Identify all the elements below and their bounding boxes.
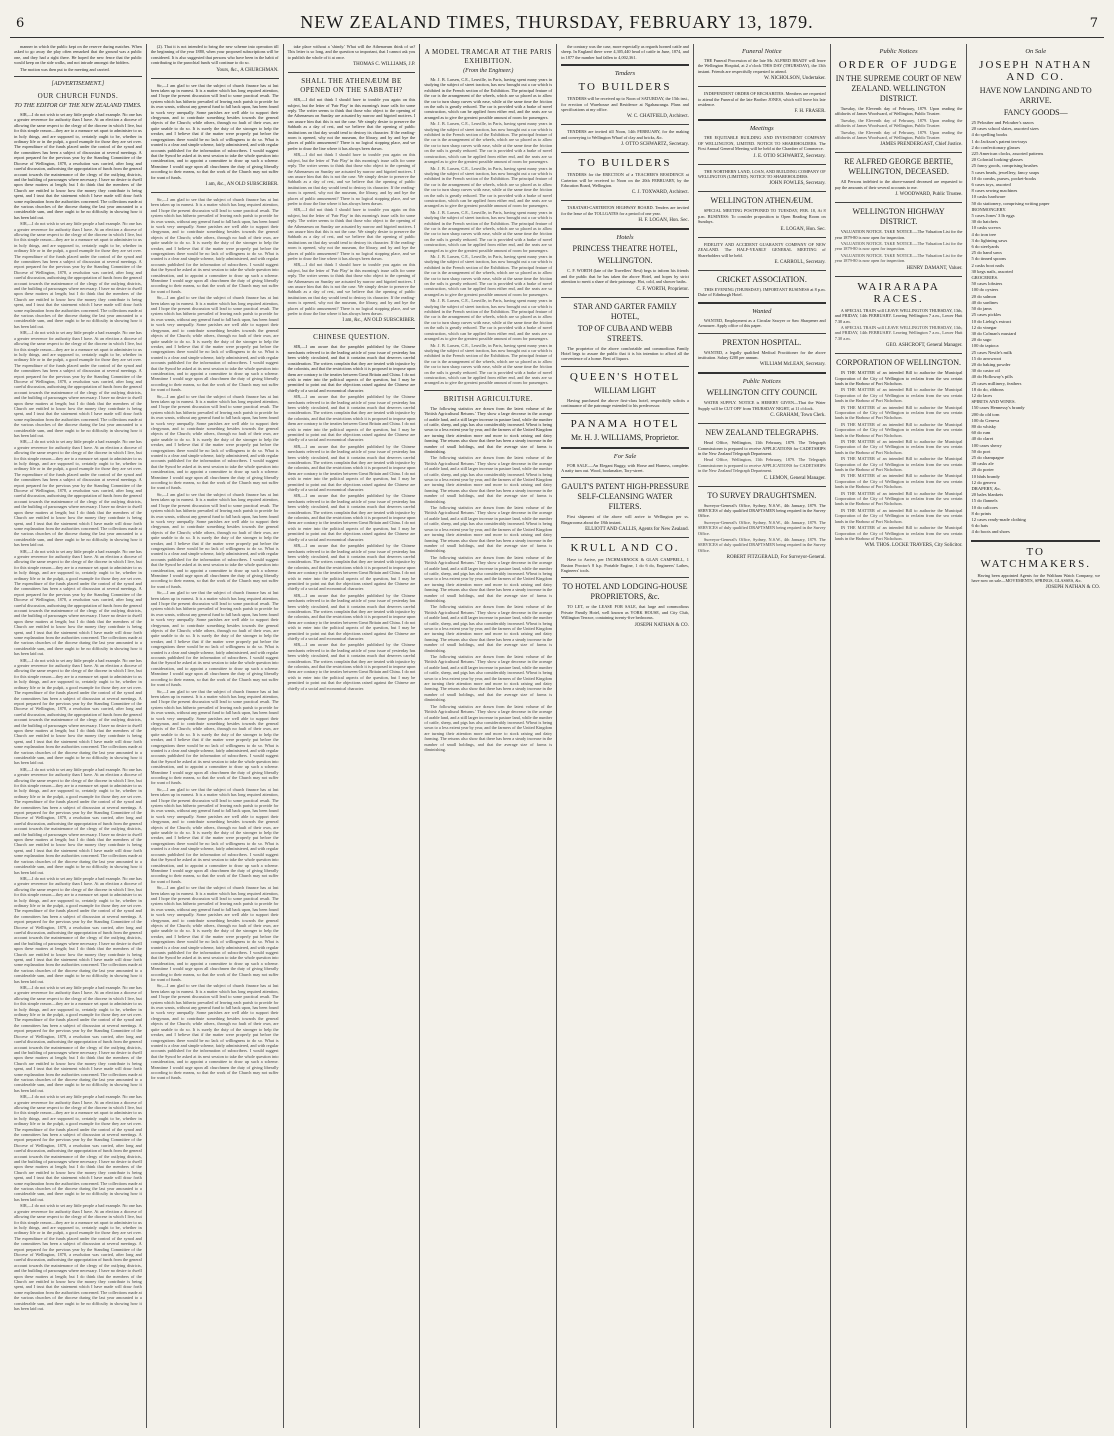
ad-text: VALUATION NOTICE. TAKE NOTICE.—The Valuation List for the year 1879-80 is now open for inspection.	[834, 252, 963, 264]
ad-text: Surveyor-General's Office, Sydney, N.S.W., 4th January, 1879. The SERVICES of duly qualified DRAFTSMEN being required in the Survey Office.	[697, 502, 826, 519]
ad-text: C. F. WORTH (late of the Travellers' Rest) begs to inform his friends and the public that he has taken the above Hotel, and hopes by strict attention to merit a share of their patronage. Hot, cold, and shower baths.	[561, 268, 689, 285]
article-text: Mr. J. B. Larsen, C.E., Leuville, in Paris, having spent many years in studying the subject of street traction, has now brought out a car which is exhibited in the French section of the Exhibition. The principal feature of the car is the arrangement of the wheels, which are so placed as to allow the car to turn sharp curves with ease, while at the same time the friction on the rails is greatly reduced. The car is provided with a brake of novel construction, which can be applied from either end, and the seats are so arranged as to give the greatest possible amount of room for passengers.	[424, 121, 553, 165]
ad-text: A SPECIAL TRAIN will LEAVE WELLINGTON THURSDAY, 13th, and FRIDAY, 14th FEBRUARY. Leaving Wellington 7 a.m., Lower Hutt 7.30 a.m.	[834, 307, 963, 324]
list-item: 50 do jams	[971, 306, 992, 312]
article-text: SIR,—I do not wish to set any little people a bad example. No one has a greater reverence for authority than I have. At an election a diocese of allowing the same respect to the clergy of the diocese in which I live, but for this simple reason—they are to a measure set apart to administer to us in holy things, and are supposed to, certainly ought to be, whether in ordinary life or in the pulpit, a good example for those they are set over. The expenditure of the funds placed under the control of the synod and the committees has been a subject of discussion at several meetings. A report prepared for the previous year by the Standing Committee of the Diocese of Wellington, 1878, a resolution was carried, after long and careful discussion, authorising the appropriation of funds from the general account towards the maintenance of the clergy of the outlying districts, and the building of parsonages where necessary. I have no desire to dwell upon these matters at length; but I do think that the members of the Church are entitled to know how the money they contribute is being spent, and I trust that the statement which I have made will draw forth some explanation from the authorities concerned. The collections made at the various churches of the diocese during the last year amounted to a considerable sum, and there ought to be no difficulty in showing how it has been laid out.	[14, 112, 142, 220]
ad-heading: PREXTON HOSPITAL.	[722, 337, 802, 347]
list-item: 12 cases ready-made clothing	[971, 517, 1026, 522]
list-item: 20 do baking powder	[971, 361, 1011, 367]
ad-text: Surveyor-General's Office, Sydney, N.S.W., 4th January, 1879. The SERVICES of duly qualified DRAFTSMEN being required in the Survey Office.	[697, 519, 826, 536]
ad-heading: TO SURVEY DRAUGHTSMEN.	[707, 490, 817, 500]
divider	[835, 152, 963, 153]
newspaper-title: NEW ZEALAND TIMES, THURSDAY, FEBRUARY 13, 1879.	[300, 12, 814, 32]
article-text: Mr. J. B. Larsen, C.E., Leuville, in Paris, having spent many years in studying the subject of street traction, has now brought out a car which is exhibited in the French section of the Exhibition. The principal feature of the car is the arrangement of the wheels, which are so placed as to allow the car to turn sharp curves with ease, while at the same time the friction on the rails is greatly reduced. The car is provided with a brake of novel construction, which can be applied from either end, and the seats are so arranged as to give the greatest possible amount of room for passengers.	[424, 342, 553, 386]
list-item: 25 Pelouber and Pelouber's razors	[971, 120, 1034, 125]
signature: E. LOGAN, Hon. Sec.	[780, 226, 826, 232]
list-item: 30 do hatchets	[971, 219, 999, 225]
article-text: SIR,—I do not wish to set any little people a bad example. No one has a greater reverence for authority than I have. At an election a diocese of allowing the same respect to the clergy of the diocese in which I live, but for this simple reason—they are to a measure set apart to administer to us in holy things, and are supposed to, certainly ought to be, whether in ordinary life or in the pulpit, a good example for those they are set over. The expenditure of the funds placed under the control of the synod and the committees has been a subject of discussion at several meetings. A report prepared for the previous year by the Standing Committee of the Diocese of Wellington, 1878, a resolution was carried, after long and careful discussion, authorising the appropriation of funds from the general account towards the maintenance of the clergy of the outlying districts, and the building of parsonages where necessary. I have no desire to dwell upon these matters at length; but I do think that the members of the Church are entitled to know how the money they contribute is being spent, and I trust that the statement which I have made will draw forth some explanation from the authorities concerned. The collections made at the various churches of the diocese during the last year amounted to a considerable sum, and there ought to be no difficulty in showing how it has been laid out.	[14, 548, 142, 657]
column-5	[557, 44, 694, 1428]
list-item: 20 bales blankets	[971, 492, 1004, 498]
article-text: Sir,—I am glad to see that the subject of church finance has at last been taken up in earnest. It is a matter which has long required attention, and I hope the present discussion will lead to some practical result. The system which has hitherto prevailed of leaving each parish to provide for its own wants, without any general fund to fall back upon, has been found to work very unequally. Some parishes are well able to support their clergyman, and to contribute something besides towards the general objects of the Church; while others, through no fault of their own, are quite unable to do so. It is surely the duty of the stronger to help the weaker, and I believe that if the matter were properly put before the congregations there would be no lack of willingness to do so. What is wanted is a clear and simple scheme, fairly administered, and with regular accounts published for the information of subscribers. I would suggest that the Synod be asked at its next session to take the whole question into consideration, and to appoint a committee to draw up such a scheme. Meantime I would urge upon all churchmen the duty of giving liberally according to their means, so that the work of the Church may not suffer for want of funds.	[150, 983, 279, 1081]
article-text: take place without a 'shindy.' What will the Athenaeum think of us? This letter is so long, and the question so important, that I cannot ask you to publish the whole of it at once.	[287, 44, 416, 60]
ad-heading: TO WATCHMAKERS.	[980, 545, 1091, 570]
ad-text: INDEPENDENT ORDER OF RECHABITES. Members are requested to attend the Funeral of the late Brother JONES, which will leave his late residence.	[697, 91, 826, 108]
list-item: 225 American clocks, assorted patterns	[971, 151, 1044, 157]
article-heading: SHALL THE ATHENÆUM BE OPENED ON THE SABBATH?	[300, 77, 403, 95]
signature: C. GRAHAM, Town Clerk.	[770, 413, 826, 419]
ad-text: FOR SALE.—An Elegant Buggy, with Horse and Harness, complete. A natty turn out. Wood, bookmaker, Tory-street.	[561, 462, 689, 473]
section-heading-tenders: Tenders	[614, 70, 636, 78]
divider	[561, 228, 689, 230]
ad-text: First shipment of the above will arrive to Wellington per ss. Ringarooma about the 18th instant.	[561, 514, 689, 525]
ad-text: FIDELITY AND ACCIDENT GUARANTY COMPANY OF NEW ZEALAND. The HALF-YEARLY GENERAL MEETING of Shareholders will be held.	[697, 241, 826, 258]
article-text: the contrary was the case, more especially as regards horned cattle and sheep. In England there were 4,305,440 head of cattle in June, 1874, and in 1877 the number had fallen to 4,002,361.	[561, 44, 689, 60]
columns	[10, 44, 1104, 1428]
signature: JAMES PRENDERGAST, Chief Justice.	[880, 142, 963, 148]
signature: WM. THOS. LOCKE TRAVERS, City Solicitor.	[864, 543, 963, 549]
article-heading: A MODEL TRAMCAR AT THE PARIS EXHIBITION.	[424, 48, 552, 65]
article-text: Sir,—I am glad to see that the subject of church finance has at last been taken up in earnest. It is a matter which has long required attention, and I hope the present discussion will lead to some practical result. The system which has hitherto prevailed of leaving each parish to provide for its own wants, without any general fund to fall back upon, has been found to work very unequally. Some parishes are well able to support their clergyman, and to contribute something besides towards the general objects of the Church; while others, through no fault of their own, are quite unable to do so. It is surely the duty of the stronger to help the weaker, and I believe that if the matter were properly put before the congregations there would be no lack of willingness to do so. What is wanted is a clear and simple scheme, fairly administered, and with regular accounts published for the information of subscribers. I would suggest that the Synod be asked at its next session to take the whole question into consideration, and to appoint a committee to draw up such a scheme. Meantime I would urge upon all churchmen the duty of giving liberally according to their means, so that the work of the Church may not suffer for want of funds.	[150, 82, 279, 180]
article-text: Mr. J. B. Larsen, C.E., Leuville, in Paris, having spent many years in studying the subject of street traction, has now brought out a car which is exhibited in the French section of the Exhibition. The principal feature of the car is the arrangement of the wheels, which are so placed as to allow the car to turn sharp curves with ease, while at the same time the friction on the rails is greatly reduced. The car is provided with a brake of novel construction, which can be applied from either end, and the seats are so arranged as to give the greatest possible amount of room for passengers.	[424, 77, 553, 120]
divider	[971, 540, 1100, 542]
divider	[698, 486, 826, 487]
article-text: SIR,—I am aware that the pamphlet published by the Chinese merchants referred to in the leading article of your issue of yesterday has been widely circulated, and that it contains much that deserves careful consideration. The writers complain that they are treated with injustice by the colonists, and that the restrictions which it is proposed to impose upon them are contrary to the treaties between Great Britain and China. I do not wish to enter into the political aspects of the question, but I may be permitted to point out that the objections raised against the Chinese are chiefly of a social and economical character.	[287, 443, 416, 493]
section-heading-funeral: Funeral Notice	[742, 48, 782, 55]
ad-text: All Persons indebted to the above-named deceased are requested to pay the amounts of their several accounts to me.	[834, 179, 963, 190]
divider	[561, 577, 689, 578]
divider	[835, 202, 963, 203]
list-item: 25 cases Nestle's milk	[971, 349, 1012, 355]
divider	[835, 276, 963, 277]
signature: J. OTTO SCHWARTZ, Secretary.	[621, 142, 689, 148]
divider	[561, 537, 689, 538]
article-text: SIR,—I did not think I should have to trouble you again on this subject, but the letter of 'Fair Play' in this morning's issue calls for some reply. The writer seems to think that those who object to the opening of the Athenaeum on Sunday are actuated by narrow and bigoted motives. I can assure him that this is not the case. We simply desire to preserve the Sabbath as a day of rest, and we believe that the opening of public institutions on that day would tend to destroy its character. If the reading-room is opened, why not the museum, the library, and by and bye the places of public amusement? There is no logical stopping place, and we prefer to draw the line where it has always been drawn.	[287, 152, 416, 206]
section-heading-for-sale: For Sale	[613, 452, 637, 460]
section-heading-public-notices: Public Notices	[879, 48, 918, 55]
article-text: Sir,—I am glad to see that the subject of church finance has at last been taken up in earnest. It is a matter which has long required attention, and I hope the present discussion will lead to some practical result. The system which has hitherto prevailed of leaving each parish to provide for its own wants, without any general fund to fall back upon, has been found to work very unequally. Some parishes are well able to support their clergyman, and to contribute something besides towards the general objects of the Church; while others, through no fault of their own, are quite unable to do so. It is surely the duty of the stronger to help the weaker, and I believe that if the matter were properly put before the congregations there would be no lack of willingness to do so. What is wanted is a clear and simple scheme, fairly administered, and with regular accounts published for the information of subscribers. I would suggest that the Synod be asked at its next session to take the whole question into consideration, and to appoint a committee to draw up such a scheme. Meantime I would urge upon all churchmen the duty of giving liberally according to their means, so that the work of the Church may not suffer for want of funds.	[150, 590, 279, 688]
divider	[698, 302, 826, 304]
divider	[561, 447, 689, 449]
article-text: manner in which the public kept on the reserve during matches. When asked to go away the play often remarked that the ground was a public one, and they had a right there. He hoped the new fence that the public would keep on the side walks, and not intrude amongst the bidders.	[14, 44, 142, 66]
ad-heading: CRICKET ASSOCIATION.	[716, 274, 807, 284]
signature: H. F. LOGAN, Hon. Sec.	[638, 218, 689, 224]
signature: JOHN FOWLES, Secretary.	[769, 181, 826, 187]
ad-heading: TO HOTEL AND LODGING-HOUSE PROPRIETORS, &c.	[562, 582, 688, 602]
list-item: 30 do Colman's mustard	[971, 330, 1017, 336]
list-item: 200 do old tom	[971, 411, 1000, 417]
article-text: The following statistics are drawn from the latest volume of the 'British Agricultural Returns.' They show a large decrease in the acreage of arable land, and a still larger increase in pasture land, while the number of cattle, sheep, and pigs has also considerably increased. Wheat is being sown to a less extent year by year, and the farmers of the United Kingdom are turning their attention more and more to stock raising and dairy farming. The returns also show that there has been a steady increase in the number of small holdings, and that the average size of farms is diminishing.	[424, 554, 553, 603]
list-item: 20 do porter	[971, 467, 994, 473]
list-item: 25 fancy goods, comprising brushes	[971, 163, 1038, 169]
signature: E. CARROLL, Secretary.	[774, 259, 826, 265]
list-item: 2 do confectionary glasses	[971, 144, 1021, 150]
article-text: (2). That it is not intended to bring the new scheme into operation till the beginning of the year 1880, when your proposed subscriptions will be considered. It is also suggested that persons who have been in the habit of contributing to the parochial funds will continue to do so.	[150, 44, 279, 66]
ad-text: TENDERS are invited till Noon, 14th FEBRUARY, for the making and conveying to Wellington Wharf of clay and bricks, &c.	[561, 129, 689, 140]
column-6	[694, 44, 831, 1428]
ad-text: VALUATION NOTICE. TAKE NOTICE.—The Valuation List for the year 1879-80 is now open for inspection.	[834, 241, 963, 252]
divider	[561, 200, 689, 201]
list-item: 40 do claret	[971, 436, 994, 442]
list-item: 6 do hats	[971, 523, 989, 529]
column-3	[284, 44, 421, 1428]
article-text: The following statistics are drawn from the latest volume of the 'British Agricultural Returns.' They show a large decrease in the acreage of arable land, and a still larger increase in pasture land, while the number of cattle, sheep, and pigs has also considerably increased. Wheat is being sown to a less extent year by year, and the farmers of the United Kingdom are turning their attention more and more to stock raising and dairy farming. The returns also show that there has been a steady increase in the number of small holdings, and that the average size of farms is diminishing.	[424, 703, 553, 752]
signature: W. NICHOLSON, Undertaker.	[764, 76, 826, 82]
divider	[698, 164, 826, 165]
ad-heading: PANAMA HOTEL	[570, 417, 680, 430]
list-item: DRAPERY, &c.	[971, 485, 1002, 491]
ad-text: TENDERS for the ERECTION of a TEACHER'S RESIDENCE at Carterton will be received to Noon on the 20th FEBRUARY, by the Education Board, Wellington.	[561, 172, 689, 189]
article-text: SIR,—I do not wish to set any little people a bad example. No one has a greater reverence for authority than I have. At an election a diocese of allowing the same respect to the clergy of the diocese in which I live, but for this simple reason—they are to a measure set apart to administer to us in holy things, and are supposed to, certainly ought to be, whether in ordinary life or in the pulpit, a good example for those they are set over. The expenditure of the funds placed under the control of the synod and the committees has been a subject of discussion at several meetings. A report prepared for the previous year by the Standing Committee of the Diocese of Wellington, 1878, a resolution was carried, after long and careful discussion, authorising the appropriation of funds from the general account towards the maintenance of the clergy of the outlying districts, and the building of parsonages where necessary. I have no desire to dwell upon these matters at length; but I do think that the members of the Church are entitled to know how the money they contribute is being spent, and I trust that the statement which I have made will draw forth some explanation from the authorities concerned. The collections made at the various churches of the diocese during the last year amounted to a considerable sum, and there ought to be no difficulty in showing how it has been laid out.	[14, 221, 142, 329]
signature: I am, &c., AN OLD SUBSCRIBER.	[342, 318, 416, 324]
ad-text: Tuesday, the Eleventh day of February, 1879. Upon reading the affidavits of James Woodward, of Wellington, Public Trustee.	[834, 117, 963, 129]
ad-text: Head Office, Wellington, 11th February, 1879. The Telegraph Commissioner is prepared to receive APPLICATIONS for CADETSHIPS in the New Zealand Telegraph Department.	[697, 457, 826, 474]
list-item: 25 do champagne	[971, 454, 1004, 460]
article-text: SIR,—I am aware that the pamphlet published by the Chinese merchants referred to in the leading article of your issue of yesterday has been widely circulated, and that it contains much that deserves careful consideration. The writers complain that they are treated with injustice by the colonists, and that the restrictions which it is proposed to impose upon them are contrary to the treaties between Great Britain and China. I do not wish to enter into the political aspects of the question, but I may be permitted to point out that the objections raised against the Chinese are chiefly of a social and economical character.	[287, 592, 416, 641]
article-text: The following statistics are drawn from the latest volume of the 'British Agricultural Returns.' They show a large decrease in the acreage of arable land, and a still larger increase in pasture land, while the number of cattle, sheep, and pigs has also considerably increased. Wheat is being sown to a less extent year by year, and the farmers of the United Kingdom are turning their attention more and more to stock raising and dairy farming. The returns also show that there has been a steady increase in the number of small holdings, and that the average size of farms is diminishing.	[424, 505, 553, 554]
article-text: Sir,—I am glad to see that the subject of church finance has at last been taken up in earnest. It is a matter which has long required attention, and I hope the present discussion will lead to some practical result. The system which has hitherto prevailed of leaving each parish to provide for its own wants, without any general fund to fall back upon, has been found to work very unequally. Some parishes are well able to support their clergyman, and to contribute something besides towards the general objects of the Church; while others, through no fault of their own, are quite unable to do so. It is surely the duty of the stronger to help the weaker, and I believe that if the matter were properly put before the congregations there would be no lack of willingness to do so. What is wanted is a clear and simple scheme, fairly administered, and with regular accounts published for the information of subscribers. I would suggest that the Synod be asked at its next session to take the whole question into consideration, and to appoint a committee to draw up such a scheme. Meantime I would urge upon all churchmen the duty of giving liberally according to their means, so that the work of the Church may not suffer for want of funds.	[150, 196, 279, 294]
ad-text: IN THE MATTER of an intended Bill to authorise the Municipal Corporation of the City of Wellington to reclaim from the sea certain lands in the Harbour of Port Nicholson.	[834, 456, 963, 473]
ad-text: SPECIAL MEETING POSTPONED TO TUESDAY, FEB. 18, At 8 p.m. BUSINESS: To consider proposition to Open Reading Room on Sundays.	[697, 208, 826, 225]
signature: F. H. FRASER.	[794, 109, 826, 115]
list-item: 100 do tapioca	[971, 343, 999, 349]
divider	[561, 477, 689, 478]
ad-heading: JOSEPH NATHAN AND CO.	[979, 59, 1093, 83]
ad-heading: CORPORATION OF WELLINGTON.	[836, 358, 961, 368]
ad-heading: PRINCESS THEATRE HOTEL,	[572, 244, 678, 254]
ad-text: IN THE MATTER of an intended Bill to authorise the Municipal Corporation of the City of Wellington to reclaim from the sea certain lands in the Harbour of Port Nicholson.	[834, 370, 963, 386]
signature: JOSEPH NATHAN & CO.	[1045, 585, 1100, 591]
list-item: SPIRITS AND WINES.	[971, 399, 1016, 405]
article-text: The following statistics are drawn from the latest volume of the 'British Agricultural Returns.' They show a large decrease in the acreage of arable land, and a still larger increase in pasture land, while the number of cattle, sheep, and pigs has also considerably increased. Wheat is being sown to a less extent year by year, and the farmers of the United Kingdom are turning their attention more and more to stock raising and dairy farming. The returns also show that there has been a steady increase in the number of small holdings, and that the average size of farms is diminishing.	[424, 604, 553, 653]
ad-subheading: HAVE NOW LANDING AND TO ARRIVE.	[979, 86, 1092, 105]
ad-text: THIS EVENING (THURSDAY). IMPORTANT BUSINESS at 8 p.m. Duke of Edinburgh Hotel.	[697, 286, 826, 298]
list-item: 10 hhds brandy	[971, 473, 1000, 479]
list-item: 10 do Liebig's extract	[971, 318, 1012, 324]
list-item: 1 do Jackson's patent tea-trays	[971, 138, 1028, 144]
article-text: SIR,—I do not wish to set any little people a bad example. No one has a greater reverence for authority than I have. At an election a diocese of allowing the same respect to the clergy of the diocese in which I live, but for this simple reason—they are to a measure set apart to administer to us in holy things, and are supposed to, certainly ought to be, whether in ordinary life or in the pulpit, a good example for those they are set over. The expenditure of the funds placed under the control of the synod and the committees has been a subject of discussion at several meetings. A report prepared for the previous year by the Standing Committee of the Diocese of Wellington, 1878, a resolution was carried, after long and careful discussion, authorising the appropriation of funds from the general account towards the maintenance of the clergy of the outlying districts, and the building of parsonages where necessary. I have no desire to dwell upon these matters at length; but I do think that the members of the Church are entitled to know how the money they contribute is being spent, and I trust that the statement which I have made will draw forth some explanation from the authorities concerned. The collections made at the various churches of the diocese during the last year amounted to a considerable sum, and there ought to be no difficulty in showing how it has been laid out.	[14, 657, 142, 766]
ad-text: THE EQUITABLE BUILDING AND INVESTMENT COMPANY OF WELLINGTON, LIMITED. NOTICE TO SHAREHOLDERS. The First Annual General Meeting will be held at the Chamber of Commerce.	[697, 135, 826, 152]
signature: JOSEPH NATHAN & CO.	[634, 622, 689, 628]
list-item: 4 do iron tree	[971, 231, 997, 237]
to-editor-line: TO THE EDITOR OF THE NEW ZEALAND TIMES.	[14, 103, 142, 110]
ad-text: WATER SUPPLY. NOTICE is HEREBY GIVEN—That the Water Supply will be CUT OFF from THURSDAY NIGHT, at 11 o'clock.	[697, 400, 826, 411]
article-text: SIR,—I am aware that the pamphlet published by the Chinese merchants referred to in the leading article of your issue of yesterday has been widely circulated, and that it contains much that deserves careful consideration. The writers complain that they are treated with injustice by the colonists, and that the restrictions which it is proposed to impose upon them are contrary to the treaties between Great Britain and China. I do not wish to enter into the political aspects of the question, but I may be permitted to point out that the objections raised against the Chinese are chiefly of a social and economical character.	[287, 394, 416, 443]
article-text: SIR,—I did not think I should have to trouble you again on this subject, but the letter of 'Fair Play' in this morning's issue calls for some reply. The writer seems to think that those who object to the opening of the Athenaeum on Sunday are actuated by narrow and bigoted motives. I can assure him that this is not the case. We simply desire to preserve the Sabbath as a day of rest, and we believe that the opening of public institutions on that day would tend to destroy its character. If the reading-room is opened, why not the museum, the library, and by and bye the places of public amusement? There is no logical stopping place, and we prefer to draw the line where it has always been drawn.	[287, 262, 416, 317]
article-text: Sir,—I am glad to see that the subject of church finance has at last been taken up in earnest. It is a matter which has long required attention, and I hope the present discussion will lead to some practical result. The system which has hitherto prevailed of leaving each parish to provide for its own wants, without any general fund to fall back upon, has been found to work very unequally. Some parishes are well able to support their clergyman, and to contribute something besides towards the general objects of the Church; while others, through no fault of their own, are quite unable to do so. It is surely the duty of the stronger to help the weaker, and I believe that if the matter were properly put before the congregations there would be no lack of willingness to do so. What is wanted is a clear and simple scheme, fairly administered, and with regular accounts published for the information of subscribers. I would suggest that the Synod be asked at its next session to take the whole question into consideration, and to appoint a committee to draw up such a scheme. Meantime I would urge upon all churchmen the duty of giving liberally according to their means, so that the work of the Church may not suffer for want of funds.	[150, 491, 279, 589]
article-text: The following statistics are drawn from the latest volume of the 'British Agricultural Returns.' They show a large decrease in the acreage of arable land, and a still larger increase in pasture land, while the number of cattle, sheep, and pigs has also considerably increased. Wheat is being sown to a less extent year by year, and the farmers of the United Kingdom are turning their attention more and more to stock raising and dairy farming. The returns also show that there has been a steady increase in the number of small holdings, and that the average size of farms is diminishing.	[424, 455, 553, 504]
article-text: SIR,—I do not wish to set any little people a bad example. No one has a greater reverence for authority than I have. At an election a diocese of allowing the same respect to the clergy of the diocese in which I live, but for this simple reason—they are to a measure set apart to administer to us in holy things, and are supposed to, certainly ought to be, whether in ordinary life or in the pulpit, a good example for those they are set over. The expenditure of the funds placed under the control of the synod and the committees has been a subject of discussion at several meetings. A report prepared for the previous year by the Standing Committee of the Diocese of Wellington, 1878, a resolution was carried, after long and careful discussion, authorising the appropriation of funds from the general account towards the maintenance of the clergy of the outlying districts, and the building of parsonages where necessary. I have no desire to dwell upon these matters at length; but I do think that the members of the Church are entitled to know how the money they contribute is being spent, and I trust that the statement which I have made will draw forth some explanation from the authorities concerned. The collections made at the various churches of the diocese during the last year amounted to a considerable sum, and there ought to be no difficulty in showing how it has been laid out.	[14, 439, 142, 548]
ad-text: Tuesday, the Eleventh day of February, 1879. Upon reading the affidavits of James Woodward, of Wellington, Public Trustee.	[834, 129, 963, 141]
column-1	[10, 44, 147, 1428]
list-item: 5 do tinned spoons	[971, 256, 1007, 262]
section-heading-on-sale: On Sale	[1025, 48, 1047, 55]
ad-heading: KRULL AND CO.	[570, 542, 680, 555]
signature: I am, &c., AN OLD SUBSCRIBER.	[205, 181, 279, 187]
article-text: SIR,—I do not wish to set any little people a bad example. No one has a greater reverence for authority than I have. At an election a diocese of allowing the same respect to the clergy of the diocese in which I live, but for this simple reason—they are to a measure set apart to administer to us in holy things, and are supposed to, certainly ought to be, whether in ordinary life or in the pulpit, a good example for those they are set over. The expenditure of the funds placed under the control of the synod and the committees has been a subject of discussion at several meetings. A report prepared for the previous year by the Standing Committee of the Diocese of Wellington, 1878, a resolution was carried, after long and careful discussion, authorising the appropriation of funds from the general account towards the maintenance of the clergy of the outlying districts, and the building of parsonages where necessary. I have no desire to dwell upon these matters at length; but I do think that the members of the Church are entitled to know how the money they contribute is being spent, and I trust that the statement which I have made will draw forth some explanation from the authorities concerned. The collections made at the various churches of the diocese during the last year amounted to a considerable sum, and there ought to be no difficulty in showing how it has been laid out.	[14, 1094, 142, 1202]
list-item: 5 cases Jones' 3 lb eggs	[971, 213, 1015, 219]
ad-text: Have to Arrive, per INCHMARNOCK & GLAN CAMPBELL, 1 Ruston Proctor's 8 h.p. Portable Engine, 1 do 6 do, Engineers' Lathes, Engineers' tools.	[561, 557, 689, 573]
divider	[698, 423, 826, 424]
ad-text: IN THE MATTER of an intended Bill to authorise the Municipal Corporation of the City of Wellington to reclaim from the sea certain lands in the Harbour of Port Nicholson.	[834, 421, 963, 438]
divider	[561, 64, 689, 66]
ad-text: IN THE MATTER of an intended Bill to authorise the Municipal Corporation of the City of Wellington to reclaim from the sea certain lands in the Harbour of Port Nicholson.	[834, 473, 963, 490]
article-text: SIR,—I am aware that the pamphlet published by the Chinese merchants referred to in the leading article of your issue of yesterday has been widely circulated, and that it contains much that deserves careful consideration. The writers complain that they are treated with injustice by the colonists, and that the restrictions which it is proposed to impose upon them are contrary to the treaties between Great Britain and China. I do not wish to enter into the political aspects of the question, but I may be permitted to point out that the objections raised against the Chinese are chiefly of a social and economical character.	[287, 642, 416, 691]
signature: J. E. OTIO SCHWARTZ, Secretary.	[753, 153, 826, 159]
list-item: 15 do arrowroot	[971, 355, 1002, 361]
divider	[698, 372, 826, 374]
divider	[561, 124, 689, 125]
ad-text: TO LET, or the LEASE FOR SALE, that large and commodious Private Family Hotel, well known as YORK HOUSE, and City Club, Willington Terrace, containing twenty-five bedrooms.	[561, 604, 689, 621]
ad-subheading: Mr. H. J. WILLIAMS, Proprietor.	[570, 432, 680, 442]
signature: Yours, &c., A CHURCHMAN.	[216, 67, 279, 73]
signature: ROBERT FITZGERALD, For Surveyor-General.	[726, 555, 826, 561]
ad-text: IN THE MATTER of an intended Bill to authorise the Municipal Corporation of the City of Wellington to reclaim from the sea certain lands in the Harbour of Port Nicholson.	[834, 439, 963, 455]
signature: J. WOODWARD, Public Trustee.	[895, 192, 963, 198]
ad-text: THE Funeral Procession of the late Mr. ALFRED BRADY will leave the Wellington Hospital, at 2 o'clock THIS DAY (THURSDAY), the 13th instant. Friends are respectfully requested to attend.	[697, 58, 826, 74]
column-8	[967, 44, 1104, 1428]
ad-heading: QUEEN'S HOTEL	[569, 370, 681, 383]
list-item: 150 cases Hennessy's brandy	[971, 405, 1025, 411]
signature: GEO. ASHCROFT, General Manager.	[885, 343, 963, 349]
ad-text: Head Office, Wellington, 11th February, 1879. The Telegraph Commissioner is prepared to receive APPLICATIONS for CADETSHIPS in the New Zealand Telegraph Department.	[697, 440, 826, 456]
article-text: Mr. J. B. Larsen, C.E., Leuville, in Paris, having spent many years in studying the subject of street traction, has now brought out a car which is exhibited in the French section of the Exhibition. The principal feature of the car is the arrangement of the wheels, which are so placed as to allow the car to turn sharp curves with ease, while at the same time the friction on the rails is greatly reduced. The car is provided with a brake of novel construction, which can be applied from either end, and the seats are so arranged as to give the greatest possible amount of room for passengers.	[424, 298, 553, 342]
ad-subheading: WELLINGTON.	[597, 256, 653, 266]
list-item: 100 do Geneva	[971, 417, 1000, 423]
list-item: 10 casks screws	[971, 225, 1001, 231]
list-item: 6 do steelyards	[971, 244, 1000, 250]
ad-heading: RE ALFRED GEORGE BERTIE, WELLINGTON, DECEASED.	[844, 157, 953, 177]
list-item: 40 do Holloway's pills	[971, 374, 1013, 380]
ad-text: IN THE MATTER of an intended Bill to authorise the Municipal Corporation of the City of Wellington to reclaim from the sea certain lands in the Harbour of Port Nicholson.	[834, 490, 963, 507]
ad-heading: GAULT'S PATENT HIGH-PRESSURE SELF-CLEANSING WATER FILTERS.	[561, 482, 689, 512]
column-4	[420, 44, 557, 1428]
ad-heading: WELLINGTON HIGHWAY DISTRICT.	[852, 207, 945, 227]
list-item: 100 do oysters	[971, 287, 999, 293]
section-heading-meetings: Meetings	[749, 125, 774, 133]
ad-text: VALUATION NOTICE. TAKE NOTICE.—The Valuation List for the year 1879-80 is now open for inspection.	[834, 229, 963, 240]
ad-subheading: FANCY GOODS—	[1003, 108, 1068, 117]
list-item: 12 do geneva	[971, 479, 996, 485]
ad-heading: STAR AND GARTER FAMILY HOTEL,	[573, 301, 677, 321]
list-item: 50 do port	[971, 448, 991, 454]
ad-text: Surveyor-General's Office, Sydney, N.S.W., 4th January, 1879. The SERVICES of duly qualified DRAFTSMEN being required in the Survey Office.	[697, 537, 826, 553]
ad-text: WANTED, Employment as a Circular Sawyer or Saw Sharpener and Armourer. Apply office of this paper.	[697, 317, 826, 329]
list-item: 20 Colonial looking-glasses	[971, 157, 1023, 163]
divider	[561, 413, 689, 414]
divider	[151, 78, 279, 79]
list-item: 6 cases toys, assorted	[971, 182, 1011, 188]
signature: ELLIOTT AND CALLIS, Agents for New Zealand.	[585, 527, 689, 533]
ad-heading: TO BUILDERS	[578, 81, 672, 94]
list-item: 10 casks hardware	[971, 194, 1006, 200]
article-text: Mr. J. B. Larsen, C.E., Leuville, in Paris, having spent many years in studying the subject of street traction, has now brought out a car which is exhibited in the French section of the Exhibition. The principal feature of the car is the arrangement of the wheels, which are so placed as to allow the car to turn sharp curves with ease, while at the same time the friction on the rails is greatly reduced. The car is provided with a brake of novel construction, which can be applied from either end, and the seats are so arranged as to give the greatest possible amount of room for passengers.	[424, 209, 553, 253]
list-item: 8 do prints	[971, 510, 992, 516]
ad-text: THE NORTHERN LAND, LOAN, AND BUILDING COMPANY OF WELLINGTON (LIMITED). NOTICE TO SHAREHOLDERS.	[697, 168, 826, 180]
signature: W. C. CHATFIELD, Architect.	[627, 114, 689, 120]
list-item: 60 do rum	[971, 430, 991, 436]
ad-subheading: WILLIAM LIGHT	[594, 385, 656, 395]
ad-subheading: IN THE SUPREME COURT OF NEW ZEALAND. WELLINGTON DISTRICT.	[835, 74, 962, 103]
list-item: 3 do lightning saws	[971, 237, 1008, 243]
list-item: 40 do sardines	[971, 299, 999, 305]
signature: WILLIAM McLEAN, Secretary.	[759, 362, 826, 368]
list-item: 18 do do, ribbons	[971, 386, 1004, 392]
ad-heading: ORDER OF JUDGE	[838, 59, 959, 71]
signature: C. LEMON, General Manager.	[763, 475, 826, 481]
divider	[698, 119, 826, 121]
list-item: 80 do whisky	[971, 423, 997, 429]
list-item: 15 do flannels	[971, 498, 998, 504]
list-item: 30 do castor oil	[971, 368, 1000, 374]
divider	[288, 72, 416, 73]
divider	[698, 333, 826, 334]
list-item: 30 kegs nails, assorted	[971, 268, 1013, 274]
ad-text: Having been appointed Agents for the Waltham Watch Company, we have now on sale—MOVEMENTS, SPRINGS, GLASSES, &c.	[971, 572, 1100, 584]
list-item: 4 do boots and shoes	[971, 529, 1010, 535]
article-heading: CHINESE QUESTION.	[313, 333, 390, 342]
list-item: 100 cases sherry	[971, 442, 1002, 448]
ad-heading: NEW ZEALAND TELEGRAPHS.	[705, 428, 819, 438]
signature: C. F. WORTH, Proprietor.	[636, 286, 689, 292]
article-text: SIR,—I am aware that the pamphlet published by the Chinese merchants referred to in the leading article of your issue of yesterday has been widely circulated, and that it contains much that deserves careful consideration. The writers complain that they are treated with injustice by the colonists, and that the restrictions which it is proposed to impose upon them are contrary to the treaties between Great Britain and China. I do not wish to enter into the political aspects of the question, but I may be permitted to point out that the objections raised against the Chinese are chiefly of a social and economical character.	[287, 493, 416, 542]
divider	[561, 366, 689, 367]
section-heading-wanted: Wanted	[752, 307, 772, 315]
article-text: SIR,—I did not think I should have to trouble you again on this subject, but the letter of 'Fair Play' in this morning's issue calls for some reply. The writer seems to think that those who object to the opening of the Athenaeum on Sunday are actuated by narrow and bigoted motives. I can assure him that this is not the case. We simply desire to preserve the Sabbath as a day of rest, and we believe that the opening of public institutions on that day would tend to destroy its character. If the reading-room is opened, why not the museum, the library, and by and bye the places of public amusement? There is no logical stopping place, and we prefer to draw the line where it has always been drawn.	[287, 97, 416, 151]
masthead	[10, 8, 1104, 38]
advert-label: [ADVERTISEMENT.]	[51, 81, 105, 88]
article-text: Sir,—I am glad to see that the subject of church finance has at last been taken up in earnest. It is a matter which has long required attention, and I hope the present discussion will lead to some practical result. The system which has hitherto prevailed of leaving each parish to provide for its own wants, without any general fund to fall back upon, has been found to work very unequally. Some parishes are well able to support their clergyman, and to contribute something besides towards the general objects of the Church; while others, through no fault of their own, are quite unable to do so. It is surely the duty of the stronger to help the weaker, and I believe that if the matter were properly put before the congregations there would be no lack of willingness to do so. What is wanted is a clear and simple scheme, fairly administered, and with regular accounts published for the information of subscribers. I would suggest that the Synod be asked at its next session to take the whole question into consideration, and to appoint a committee to draw up such a scheme. Meantime I would urge upon all churchmen the duty of giving liberally according to their means, so that the work of the Church may not suffer for want of funds.	[150, 393, 279, 491]
divider	[698, 237, 826, 238]
list-item: 12 do vinegar	[971, 324, 997, 330]
divider	[561, 152, 689, 153]
list-item: 20 do salmon	[971, 293, 997, 299]
divider	[14, 76, 142, 77]
ad-text: IN THE MATTER of an intended Bill to authorise the Municipal Corporation of the City of Wellington to reclaim from the sea certain lands in the Harbour of Port Nicholson.	[834, 404, 963, 421]
ad-text: The proprietor of the above comfortable and commodious Family Hotel begs to assure the public that it is his intention to afford all the convenience of a home. Best of liquors.	[561, 345, 689, 362]
goods-list	[971, 120, 1100, 536]
column-7	[831, 44, 968, 1428]
ad-heading: WELLINGTON ATHENÆUM.	[710, 196, 814, 206]
list-item: 10 do calicoes	[971, 504, 998, 510]
ad-text: Tuesday, the Eleventh day of February, 1879. Upon reading the affidavits of James Woodward, of Wellington, Public Trustee.	[834, 106, 963, 117]
list-item: 12 do laces	[971, 392, 993, 398]
article-text: SIR,—I did not think I should have to trouble you again on this subject, but the letter of 'Fair Play' in this morning's issue calls for some reply. The writer seems to think that those who object to the opening of the Athenaeum on Sunday are actuated by narrow and bigoted motives. I can assure him that this is not the case. We simply desire to preserve the Sabbath as a day of rest, and we believe that the opening of public institutions on that day would tend to destroy its character. If the reading-room is opened, why not the museum, the library, and by and bye the places of public amusement? There is no logical stopping place, and we prefer to draw the line where it has always been drawn.	[287, 207, 416, 261]
list-item: 20 do sago	[971, 337, 992, 343]
ad-text: TENDERS will be received up to Noon of SATURDAY, the 15th inst., for erection of Warehouse and Residence at Ngahauranga. Plans and specifications at my office.	[561, 96, 689, 113]
ad-text: IN THE MATTER of an intended Bill to authorise the Municipal Corporation of the City of Wellington to reclaim from the sea certain lands in the Harbour of Port Nicholson.	[834, 507, 963, 524]
ad-subheading: TOP OF CUBA AND WEBB STREETS.	[577, 323, 673, 343]
divider	[698, 191, 826, 192]
divider	[424, 390, 552, 391]
article-text: Mr. J. B. Larsen, C.E., Leuville, in Paris, having spent many years in studying the subject of street traction, has now brought out a car which is exhibited in the French section of the Exhibition. The principal feature of the car is the arrangement of the wheels, which are so placed as to allow the car to turn sharp curves with ease, while at the same time the friction on the rails is greatly reduced. The car is provided with a brake of novel construction, which can be applied from either end, and the seats are so arranged as to give the greatest possible amount of room for passengers.	[424, 254, 553, 297]
ad-heading: WELLINGTON CITY COUNCIL	[706, 388, 818, 398]
page-number-right: 7	[1089, 16, 1098, 31]
section-heading-public-notices: Public Notices	[742, 378, 781, 386]
list-item: 50 cases lobsters	[971, 281, 1003, 287]
section-heading-hotels: Hotels	[616, 234, 634, 242]
ad-text: A SPECIAL TRAIN will LEAVE WELLINGTON THURSDAY, 13th, and FRIDAY, 14th FEBRUARY. Leaving Wellington 7 a.m., Lower Hutt 7.30 a.m.	[834, 324, 963, 341]
list-item: 5 cases beads, jewellery, fancy soaps	[971, 169, 1040, 175]
ad-text: Having purchased the above first-class hotel, respectfully solicits a continuance of the patronage extended to his predecessor.	[561, 397, 689, 409]
divider	[835, 353, 963, 354]
list-item: 25 cases millinery, feathers	[971, 380, 1022, 386]
divider	[698, 270, 826, 271]
ad-text: IN THE MATTER of an intended Bill to authorise the Municipal Corporation of the City of Wellington to reclaim from the sea certain lands in the Harbour of Port Nicholson.	[834, 387, 963, 404]
list-item: 50 do stationery, comprising writing paper	[971, 200, 1050, 206]
article-text: The motion was then put to the meeting and carried.	[20, 66, 110, 72]
article-text: The following statistics are drawn from the latest volume of the 'British Agricultural Returns.' They show a large decrease in the acreage of arable land, and a still larger increase in pasture land, while the number of cattle, sheep, and pigs has also considerably increased. Wheat is being sown to a less extent year by year, and the farmers of the United Kingdom are turning their attention more and more to stock raising and dairy farming. The returns also show that there has been a steady increase in the number of small holdings, and that the average size of farms is diminishing.	[424, 405, 553, 454]
signature: C. J. TOXWARD, Architect.	[631, 190, 689, 196]
article-text: SIR,—I do not wish to set any little people a bad example. No one has a greater reverence for authority than I have. At an election a diocese of allowing the same respect to the clergy of the diocese in which I live, but for this simple reason—they are to a measure set apart to administer to us in holy things, and are supposed to, certainly ought to be, whether in ordinary life or in the pulpit, a good example for those they are set over. The expenditure of the funds placed under the control of the synod and the committees has been a subject of discussion at several meetings. A report prepared for the previous year by the Standing Committee of the Diocese of Wellington, 1878, a resolution was carried, after long and careful discussion, authorising the appropriation of funds from the general account towards the maintenance of the clergy of the outlying districts, and the building of parsonages where necessary. I have no desire to dwell upon these matters at length; but I do think that the members of the Church are entitled to know how the money they contribute is being spent, and I trust that the statement which I have made will draw forth some explanation from the authorities concerned. The collections made at the various churches of the diocese during the last year amounted to a considerable sum, and there ought to be no difficulty in showing how it has been laid out.	[14, 330, 142, 438]
ad-heading: TO BUILDERS	[578, 157, 672, 170]
list-item: GROCERIES.	[971, 275, 999, 281]
list-item: 25 do hand saws	[971, 250, 1002, 256]
list-item: 20 cases school slates, assorted sizes	[971, 126, 1039, 132]
article-text: SIR,—I do not wish to set any little people a bad example. No one has a greater reverence for authority than I have. At an election a diocese of allowing the same respect to the clergy of the diocese in which I live, but for this simple reason—they are to a measure set apart to administer to us in holy things, and are supposed to, certainly ought to be, whether in ordinary life or in the pulpit, a good example for those they are set over. The expenditure of the funds placed under the control of the synod and the committees has been a subject of discussion at several meetings. A report prepared for the previous year by the Standing Committee of the Diocese of Wellington, 1878, a resolution was carried, after long and careful discussion, authorising the appropriation of funds from the general account towards the maintenance of the clergy of the outlying districts, and the building of parsonages where necessary. I have no desire to dwell upon these matters at length; but I do think that the members of the Church are entitled to know how the money they contribute is being spent, and I trust that the statement which I have made will draw forth some explanation from the authorities concerned. The collections made at the various churches of the diocese during the last year amounted to a considerable sum, and there ought to be no difficulty in showing how it has been laid out.	[14, 875, 142, 984]
list-item: 8 cases sewing machines	[971, 188, 1018, 194]
divider	[288, 328, 416, 329]
article-heading: OUR CHURCH FUNDS.	[37, 92, 119, 101]
list-item: 10 do combs, purses, pocket-books	[971, 175, 1037, 181]
article-text: SIR,—I do not wish to set any little people a bad example. No one has a greater reverence for authority than I have. At an election a diocese of allowing the same respect to the clergy of the diocese in which I live, but for this simple reason—they are to a measure set apart to administer to us in holy things, and are supposed to, certainly ought to be, whether in ordinary life or in the pulpit, a good example for those they are set over. The expenditure of the funds placed under the control of the synod and the committees has been a subject of discussion at several meetings. A report prepared for the previous year by the Standing Committee of the Diocese of Wellington, 1878, a resolution was carried, after long and careful discussion, authorising the appropriation of funds from the general account towards the maintenance of the clergy of the outlying districts, and the building of parsonages where necessary. I have no desire to dwell upon these matters at length; but I do think that the members of the Church are entitled to know how the money they contribute is being spent, and I trust that the statement which I have made will draw forth some explanation from the authorities concerned. The collections made at the various churches of the diocese during the last year amounted to a considerable sum, and there ought to be no difficulty in showing how it has been laid out.	[14, 1203, 142, 1311]
signature: HENRY DAMANT, Valuer.	[906, 265, 963, 271]
list-item: 2 casks boot nails	[971, 262, 1005, 268]
list-item: 30 casks ale	[971, 461, 994, 467]
list-item: 4 do spelling books	[971, 132, 1008, 138]
article-text: SIR,—I do not wish to set any little people a bad example. No one has a greater reverence for authority than I have. At an election a diocese of allowing the same respect to the clergy of the diocese in which I live, but for this simple reason—they are to a measure set apart to administer to us in holy things, and are supposed to, certainly ought to be, whether in ordinary life or in the pulpit, a good example for those they are set over. The expenditure of the funds placed under the control of the synod and the committees has been a subject of discussion at several meetings. A report prepared for the previous year by the Standing Committee of the Diocese of Wellington, 1878, a resolution was carried, after long and careful discussion, authorising the appropriation of funds from the general account towards the maintenance of the clergy of the outlying districts, and the building of parsonages where necessary. I have no desire to dwell upon these matters at length; but I do think that the members of the Church are entitled to know how the money they contribute is being spent, and I trust that the statement which I have made will draw forth some explanation from the authorities concerned. The collections made at the various churches of the diocese during the last year amounted to a considerable sum, and there ought to be no difficulty in showing how it has been laid out.	[14, 985, 142, 1093]
signature: THOMAS C. WILLIAMS, J.P.	[353, 62, 416, 68]
article-text: SIR,—I am aware that the pamphlet published by the Chinese merchants referred to in the leading article of your issue of yesterday has been widely circulated, and that it contains much that deserves careful consideration. The writers complain that they are treated with injustice by the colonists, and that the restrictions which it is proposed to impose upon them are contrary to the treaties between Great Britain and China. I do not wish to enter into the political aspects of the question, but I may be permitted to point out that the objections raised against the Chinese are chiefly of a social and economical character.	[287, 543, 416, 592]
article-text: Sir,—I am glad to see that the subject of church finance has at last been taken up in earnest. It is a matter which has long required attention, and I hope the present discussion will lead to some practical result. The system which has hitherto prevailed of leaving each parish to provide for its own wants, without any general fund to fall back upon, has been found to work very unequally. Some parishes are well able to support their clergyman, and to contribute something besides towards the general objects of the Church; while others, through no fault of their own, are quite unable to do so. It is surely the duty of the stronger to help the weaker, and I believe that if the matter were properly put before the congregations there would be no lack of willingness to do so. What is wanted is a clear and simple scheme, fairly administered, and with regular accounts published for the information of subscribers. I would suggest that the Synod be asked at its next session to take the whole question into consideration, and to appoint a committee to draw up such a scheme. Meantime I would urge upon all churchmen the duty of giving liberally according to their means, so that the work of the Church may not suffer for want of funds.	[150, 885, 279, 983]
article-subheading: (From the Engineer.)	[463, 68, 514, 74]
ad-text: IN THE MATTER of an intended Bill to authorise the Municipal Corporation of the City of Wellington to reclaim from the sea certain lands in the Harbour of Port Nicholson.	[834, 525, 963, 541]
article-text: Sir,—I am glad to see that the subject of church finance has at last been taken up in earnest. It is a matter which has long required attention, and I hope the present discussion will lead to some practical result. The system which has hitherto prevailed of leaving each parish to provide for its own wants, without any general fund to fall back upon, has been found to work very unequally. Some parishes are well able to support their clergyman, and to contribute something besides towards the general objects of the Church; while others, through no fault of their own, are quite unable to do so. It is surely the duty of the stronger to help the weaker, and I believe that if the matter were properly put before the congregations there would be no lack of willingness to do so. What is wanted is a clear and simple scheme, fairly administered, and with regular accounts published for the information of subscribers. I would suggest that the Synod be asked at its next session to take the whole question into consideration, and to appoint a committee to draw up such a scheme. Meantime I would urge upon all churchmen the duty of giving liberally according to their means, so that the work of the Church may not suffer for want of funds.	[150, 786, 279, 884]
divider	[561, 297, 689, 298]
article-text: Mr. J. B. Larsen, C.E., Leuville, in Paris, having spent many years in studying the subject of street traction, has now brought out a car which is exhibited in the French section of the Exhibition. The principal feature of the car is the arrangement of the wheels, which are so placed as to allow the car to turn sharp curves with ease, while at the same time the friction on the rails is greatly reduced. The car is provided with a brake of novel construction, which can be applied from either end, and the seats are so arranged as to give the greatest possible amount of room for passengers.	[424, 165, 553, 209]
article-text: SIR,—I do not wish to set any little people a bad example. No one has a greater reverence for authority than I have. At an election a diocese of allowing the same respect to the clergy of the diocese in which I live, but for this simple reason—they are to a measure set apart to administer to us in holy things, and are supposed to, certainly ought to be, whether in ordinary life or in the pulpit, a good example for those they are set over. The expenditure of the funds placed under the control of the synod and the committees has been a subject of discussion at several meetings. A report prepared for the previous year by the Standing Committee of the Diocese of Wellington, 1878, a resolution was carried, after long and careful discussion, authorising the appropriation of funds from the general account towards the maintenance of the clergy of the outlying districts, and the building of parsonages where necessary. I have no desire to dwell upon these matters at length; but I do think that the members of the Church are entitled to know how the money they contribute is being spent, and I trust that the statement which I have made will draw forth some explanation from the authorities concerned. The collections made at the various churches of the diocese during the last year amounted to a considerable sum, and there ought to be no difficulty in showing how it has been laid out.	[14, 766, 142, 875]
ad-text: WANTED, a legally qualified Medical Practitioner for the above institution. Salary £200 per annum.	[697, 349, 826, 360]
column-2	[147, 44, 284, 1428]
ad-text: TARATAHI-CARTERTON HIGHWAY BOARD. Tenders are invited for the lease of the TOLLGATES for a period of one year.	[561, 205, 689, 216]
list-item: IRONMONGERY.	[971, 206, 1007, 212]
list-item: 25 cases pickles	[971, 312, 1002, 318]
divider	[151, 192, 279, 193]
page-number-left: 6	[16, 16, 25, 31]
article-text: Sir,—I am glad to see that the subject of church finance has at last been taken up in earnest. It is a matter which has long required attention, and I hope the present discussion will lead to some practical result. The system which has hitherto prevailed of leaving each parish to provide for its own wants, without any general fund to fall back upon, has been found to work very unequally. Some parishes are well able to support their clergyman, and to contribute something besides towards the general objects of the Church; while others, through no fault of their own, are quite unable to do so. It is surely the duty of the stronger to help the weaker, and I believe that if the matter were properly put before the congregations there would be no lack of willingness to do so. What is wanted is a clear and simple scheme, fairly administered, and with regular accounts published for the information of subscribers. I would suggest that the Synod be asked at its next session to take the whole question into consideration, and to appoint a committee to draw up such a scheme. Meantime I would urge upon all churchmen the duty of giving liberally according to their means, so that the work of the Church may not suffer for want of funds.	[150, 295, 279, 393]
article-text: SIR,—I am aware that the pamphlet published by the Chinese merchants referred to in the leading article of your issue of yesterday has been widely circulated, and that it contains much that deserves careful consideration. The writers complain that they are treated with injustice by the colonists, and that the restrictions which it is proposed to impose upon them are contrary to the treaties between Great Britain and China. I do not wish to enter into the political aspects of the question, but I may be permitted to point out that the objections raised against the Chinese are chiefly of a social and economical character.	[287, 344, 416, 393]
article-text: The following statistics are drawn from the latest volume of the 'British Agricultural Returns.' They show a large decrease in the acreage of arable land, and a still larger increase in pasture land, while the number of cattle, sheep, and pigs has also considerably increased. Wheat is being sown to a less extent year by year, and the farmers of the United Kingdom are turning their attention more and more to stock raising and dairy farming. The returns also show that there has been a steady increase in the number of small holdings, and that the average size of farms is diminishing.	[424, 654, 553, 703]
article-heading: BRITISH AGRICULTURE.	[443, 394, 533, 403]
article-text: Sir,—I am glad to see that the subject of church finance has at last been taken up in earnest. It is a matter which has long required attention, and I hope the present discussion will lead to some practical result. The system which has hitherto prevailed of leaving each parish to provide for its own wants, without any general fund to fall back upon, has been found to work very unequally. Some parishes are well able to support their clergyman, and to contribute something besides towards the general objects of the Church; while others, through no fault of their own, are quite unable to do so. It is surely the duty of the stronger to help the weaker, and I believe that if the matter were properly put before the congregations there would be no lack of willingness to do so. What is wanted is a clear and simple scheme, fairly administered, and with regular accounts published for the information of subscribers. I would suggest that the Synod be asked at its next session to take the whole question into consideration, and to appoint a committee to draw up such a scheme. Meantime I would urge upon all churchmen the duty of giving liberally according to their means, so that the work of the Church may not suffer for want of funds.	[150, 688, 279, 786]
ad-heading: WAIRARAPA RACES.	[857, 280, 940, 305]
divider	[698, 86, 826, 87]
